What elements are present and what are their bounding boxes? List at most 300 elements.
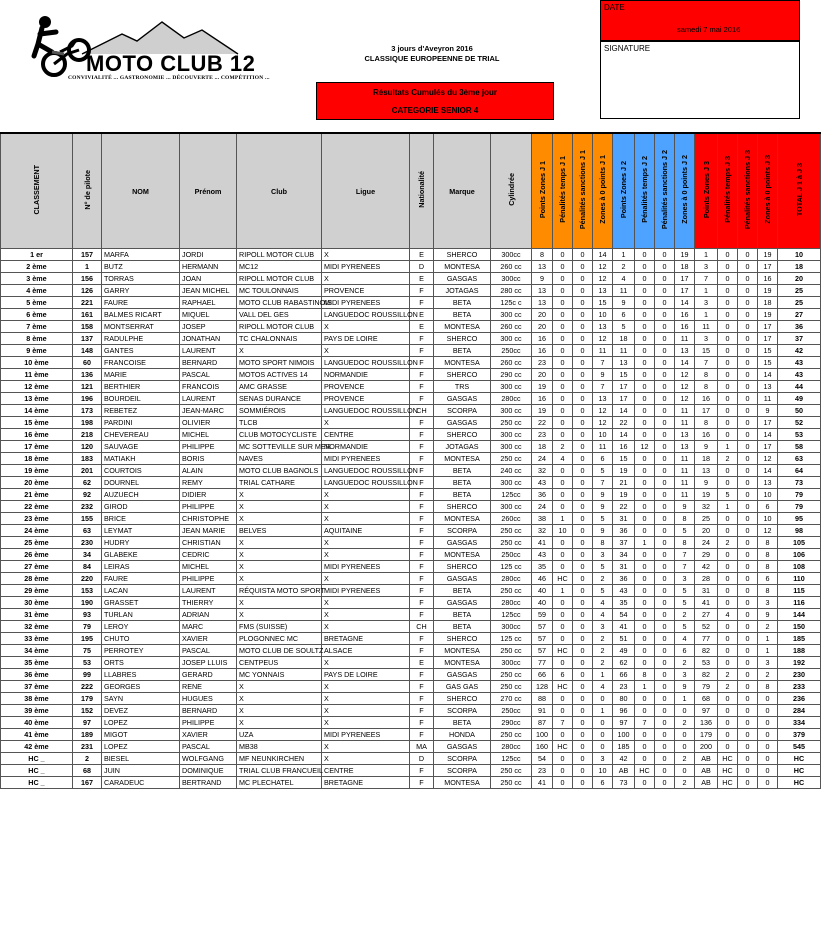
table-cell: 99: [73, 669, 102, 681]
table-cell: 0: [553, 309, 573, 321]
table-cell: 64: [778, 465, 821, 477]
table-cell: 5: [675, 525, 695, 537]
table-cell: 0: [573, 429, 593, 441]
table-cell: PARDINI: [102, 417, 180, 429]
table-cell: X: [237, 345, 322, 357]
table-cell: 0: [738, 501, 758, 513]
table-cell: 0: [593, 693, 613, 705]
table-cell: FRANCOISE: [102, 357, 180, 369]
table-cell: X: [322, 597, 410, 609]
table-cell: 1: [718, 441, 738, 453]
table-cell: 6: [675, 645, 695, 657]
table-cell: 7: [593, 381, 613, 393]
table-cell: 13: [532, 285, 553, 297]
table-cell: 93: [73, 609, 102, 621]
table-cell: 0: [758, 777, 778, 789]
table-row: [1, 549, 821, 561]
table-cell: 3: [675, 669, 695, 681]
table-cell: 6: [758, 573, 778, 585]
table-cell: 57: [532, 621, 553, 633]
table-cell: 161: [73, 309, 102, 321]
table-cell: 40 ème: [1, 717, 73, 729]
table-cell: 3: [695, 261, 718, 273]
table-cell: 0: [738, 609, 758, 621]
table-cell: 0: [573, 741, 593, 753]
table-cell: 0: [553, 501, 573, 513]
table-cell: F: [410, 489, 434, 501]
table-cell: 59: [532, 609, 553, 621]
column-header-label: Nationalité: [417, 171, 426, 208]
table-cell: X: [322, 681, 410, 693]
table-cell: JOAN: [180, 273, 237, 285]
table-cell: 0: [655, 777, 675, 789]
table-cell: 300cc: [491, 657, 532, 669]
table-cell: AB: [695, 765, 718, 777]
table-cell: 16: [675, 321, 695, 333]
table-cell: CH: [410, 405, 434, 417]
table-cell: 0: [635, 525, 655, 537]
table-cell: 1: [718, 501, 738, 513]
table-cell: 50: [778, 405, 821, 417]
table-cell: 28: [695, 573, 718, 585]
table-cell: 136: [695, 717, 718, 729]
table-cell: HONDA: [434, 729, 491, 741]
table-cell: F: [410, 333, 434, 345]
table-cell: 280cc: [491, 741, 532, 753]
table-cell: JUIN: [102, 765, 180, 777]
table-cell: 17: [675, 285, 695, 297]
table-cell: 22: [532, 417, 553, 429]
table-cell: HC _: [1, 777, 73, 789]
table-cell: X: [322, 513, 410, 525]
table-cell: 0: [573, 729, 593, 741]
table-cell: 0: [635, 489, 655, 501]
table-cell: 79: [778, 489, 821, 501]
table-cell: X: [322, 609, 410, 621]
table-cell: 11: [695, 321, 718, 333]
table-cell: 2: [675, 753, 695, 765]
table-cell: 11: [675, 333, 695, 345]
table-cell: 41: [532, 777, 553, 789]
table-cell: F: [410, 441, 434, 453]
table-cell: 185: [778, 633, 821, 645]
table-cell: 0: [718, 405, 738, 417]
table-cell: 0: [573, 357, 593, 369]
table-cell: 60: [73, 357, 102, 369]
table-cell: 19: [613, 465, 635, 477]
table-cell: 0: [718, 561, 738, 573]
column-header: [434, 133, 491, 249]
table-cell: 230: [73, 537, 102, 549]
table-cell: LEIRAS: [102, 561, 180, 573]
table-cell: 13: [695, 465, 718, 477]
table-cell: 9: [695, 477, 718, 489]
table-cell: 0: [635, 549, 655, 561]
table-cell: CENTRE: [322, 429, 410, 441]
table-cell: 84: [73, 561, 102, 573]
table-cell: BELVES: [237, 525, 322, 537]
table-cell: 6: [593, 453, 613, 465]
table-cell: 2: [675, 657, 695, 669]
table-cell: 12: [675, 369, 695, 381]
table-cell: 17: [758, 321, 778, 333]
table-cell: 0: [738, 309, 758, 321]
table-cell: HC: [718, 753, 738, 765]
table-cell: 17: [758, 441, 778, 453]
table-cell: F: [410, 573, 434, 585]
table-cell: 5: [613, 321, 635, 333]
table-cell: 53: [778, 429, 821, 441]
table-cell: X: [322, 753, 410, 765]
table-cell: ALAIN: [180, 465, 237, 477]
table-cell: 196: [73, 393, 102, 405]
table-row: [1, 477, 821, 489]
table-cell: 44: [778, 381, 821, 393]
table-cell: 0: [655, 741, 675, 753]
event-line-2: CLASSIQUE EUROPEENNE DE TRIAL: [364, 54, 500, 63]
table-cell: 2: [613, 261, 635, 273]
table-cell: 144: [778, 609, 821, 621]
table-cell: 0: [635, 285, 655, 297]
table-row: [1, 285, 821, 297]
table-cell: F: [410, 465, 434, 477]
table-cell: HC: [718, 765, 738, 777]
table-cell: 19: [695, 489, 718, 501]
table-cell: 260 cc: [491, 357, 532, 369]
table-cell: 98: [778, 525, 821, 537]
table-cell: 38 ème: [1, 693, 73, 705]
table-cell: 16: [758, 273, 778, 285]
table-cell: F: [410, 669, 434, 681]
table-cell: 300cc: [491, 621, 532, 633]
table-cell: 0: [655, 405, 675, 417]
table-cell: 0: [573, 441, 593, 453]
table-cell: MOTO CLUB DE SOULTZ: [237, 645, 322, 657]
table-cell: 25: [778, 297, 821, 309]
table-cell: 20 ème: [1, 477, 73, 489]
column-header-label: N° de pilote: [82, 169, 92, 210]
table-row: [1, 345, 821, 357]
table-cell: FMS (SUISSE): [237, 621, 322, 633]
table-cell: 73: [778, 477, 821, 489]
table-cell: 57: [532, 645, 553, 657]
table-cell: 6: [593, 777, 613, 789]
table-cell: 0: [738, 693, 758, 705]
table-cell: 0: [553, 285, 573, 297]
table-cell: 0: [718, 717, 738, 729]
table-cell: CHUTO: [102, 633, 180, 645]
table-cell: 14: [593, 249, 613, 261]
table-cell: 0: [635, 609, 655, 621]
table-cell: 0: [738, 621, 758, 633]
table-cell: 0: [635, 693, 655, 705]
table-cell: 97: [613, 717, 635, 729]
table-row: [1, 597, 821, 609]
table-cell: 10: [553, 525, 573, 537]
table-cell: 0: [635, 741, 655, 753]
table-cell: 42: [695, 561, 718, 573]
table-cell: SCORPA: [434, 525, 491, 537]
table-cell: 14 ème: [1, 405, 73, 417]
table-cell: 9: [593, 525, 613, 537]
table-cell: 82: [695, 669, 718, 681]
table-cell: 54: [613, 609, 635, 621]
table-cell: SHERCO: [434, 429, 491, 441]
table-cell: 2: [758, 669, 778, 681]
table-cell: 0: [573, 753, 593, 765]
table-cell: AB: [695, 753, 718, 765]
table-cell: 7 ème: [1, 321, 73, 333]
table-cell: 0: [738, 777, 758, 789]
table-cell: X: [237, 693, 322, 705]
table-cell: GANTES: [102, 345, 180, 357]
column-header: [738, 133, 758, 249]
table-cell: MC12: [237, 261, 322, 273]
table-cell: 23 ème: [1, 513, 73, 525]
table-row: [1, 585, 821, 597]
table-cell: 4 ème: [1, 285, 73, 297]
table-cell: CHRISTIAN: [180, 537, 237, 549]
table-cell: 12: [675, 393, 695, 405]
column-header-label: Zones à 0 points J 1: [598, 155, 607, 224]
table-cell: 2: [73, 753, 102, 765]
table-row: [1, 621, 821, 633]
column-header: [102, 133, 180, 249]
table-cell: GASGAS: [434, 417, 491, 429]
column-header: [613, 133, 635, 249]
table-cell: MB38: [237, 741, 322, 753]
table-cell: 0: [738, 321, 758, 333]
table-cell: 0: [655, 753, 675, 765]
table-cell: PASCAL: [180, 369, 237, 381]
table-cell: 0: [655, 645, 675, 657]
table-cell: 18 ème: [1, 453, 73, 465]
table-cell: 153: [73, 585, 102, 597]
table-cell: 4: [593, 597, 613, 609]
table-cell: 92: [73, 489, 102, 501]
table-cell: 0: [738, 297, 758, 309]
table-cell: 0: [573, 501, 593, 513]
table-cell: 16: [532, 393, 553, 405]
date-value: samedi 7 mai 2016: [677, 25, 741, 34]
table-cell: 221: [73, 297, 102, 309]
table-cell: 63: [778, 453, 821, 465]
table-cell: 39 ème: [1, 705, 73, 717]
table-cell: 250 cc: [491, 585, 532, 597]
table-cell: BETA: [434, 309, 491, 321]
table-cell: LANGUEDOC ROUSSILLON: [322, 477, 410, 489]
table-cell: 5: [675, 585, 695, 597]
column-header: [778, 133, 821, 249]
table-cell: X: [322, 249, 410, 261]
table-cell: 0: [738, 573, 758, 585]
table-cell: HC _: [1, 765, 73, 777]
table-cell: 0: [655, 465, 675, 477]
table-cell: BETA: [434, 585, 491, 597]
table-cell: RADULPHE: [102, 333, 180, 345]
table-cell: LEYMAT: [102, 525, 180, 537]
table-cell: 136: [73, 369, 102, 381]
table-cell: MONTESA: [434, 321, 491, 333]
table-cell: 13: [593, 393, 613, 405]
table-cell: 0: [718, 333, 738, 345]
table-cell: 7: [695, 357, 718, 369]
table-cell: 0: [553, 405, 573, 417]
table-cell: 0: [553, 249, 573, 261]
table-cell: 0: [655, 729, 675, 741]
table-cell: 34: [73, 549, 102, 561]
table-cell: 0: [655, 705, 675, 717]
table-cell: 0: [655, 597, 675, 609]
table-cell: 7: [675, 561, 695, 573]
column-header: [73, 133, 102, 249]
table-cell: 0: [738, 285, 758, 297]
table-cell: 66: [613, 669, 635, 681]
table-cell: F: [410, 549, 434, 561]
table-cell: 250cc: [491, 345, 532, 357]
table-cell: 0: [738, 717, 758, 729]
table-cell: GASGAS: [434, 741, 491, 753]
table-cell: 0: [718, 477, 738, 489]
table-cell: F: [410, 645, 434, 657]
table-cell: 0: [718, 633, 738, 645]
table-cell: 0: [573, 345, 593, 357]
table-cell: SOMMIÉROIS: [237, 405, 322, 417]
table-cell: F: [410, 525, 434, 537]
table-cell: 14: [675, 357, 695, 369]
table-cell: F: [410, 585, 434, 597]
table-cell: 2: [675, 777, 695, 789]
column-header-label: Club: [271, 186, 287, 196]
table-cell: 125cc: [491, 753, 532, 765]
table-cell: GASGAS: [434, 537, 491, 549]
table-row: [1, 441, 821, 453]
table-cell: 79: [695, 681, 718, 693]
table-cell: E: [410, 321, 434, 333]
table-cell: 0: [738, 597, 758, 609]
table-cell: 280 cc: [491, 285, 532, 297]
table-cell: 36: [532, 489, 553, 501]
table-cell: 0: [573, 561, 593, 573]
table-cell: 0: [635, 369, 655, 381]
table-cell: GARRY: [102, 285, 180, 297]
table-row: [1, 765, 821, 777]
table-cell: 0: [738, 741, 758, 753]
table-cell: HC: [553, 681, 573, 693]
table-cell: X: [322, 573, 410, 585]
table-cell: 0: [635, 393, 655, 405]
table-cell: GRASSET: [102, 597, 180, 609]
table-cell: 300cc: [491, 249, 532, 261]
table-cell: DEVEZ: [102, 705, 180, 717]
table-cell: 0: [635, 657, 655, 669]
table-cell: 230: [778, 669, 821, 681]
table-cell: HC: [635, 765, 655, 777]
table-cell: VALL DEL GES: [237, 309, 322, 321]
table-cell: 41: [532, 537, 553, 549]
table-cell: 0: [675, 765, 695, 777]
table-cell: TRS: [434, 381, 491, 393]
table-cell: 49: [613, 645, 635, 657]
table-cell: 0: [573, 297, 593, 309]
table-cell: 37: [778, 333, 821, 345]
table-cell: 68: [695, 693, 718, 705]
table-cell: PASCAL: [180, 645, 237, 657]
table-cell: 8: [635, 669, 655, 681]
table-cell: HC: [718, 777, 738, 789]
table-cell: 10: [778, 249, 821, 261]
table-cell: 8 ème: [1, 333, 73, 345]
table-cell: 0: [573, 609, 593, 621]
table-cell: 11: [675, 405, 695, 417]
table-cell: FAURE: [102, 297, 180, 309]
table-cell: 7: [675, 549, 695, 561]
table-cell: GASGAS: [434, 573, 491, 585]
table-cell: 250 cc: [491, 537, 532, 549]
table-cell: 13: [593, 285, 613, 297]
table-cell: 3 ème: [1, 273, 73, 285]
table-row: [1, 537, 821, 549]
table-cell: 19: [758, 309, 778, 321]
table-cell: GERARD: [180, 669, 237, 681]
table-cell: 232: [73, 501, 102, 513]
table-cell: 11: [675, 489, 695, 501]
table-cell: 63: [73, 525, 102, 537]
table-cell: 300 cc: [491, 501, 532, 513]
column-header: [758, 133, 778, 249]
table-cell: LAURENT: [180, 585, 237, 597]
table-cell: F: [410, 381, 434, 393]
table-cell: 8: [532, 249, 553, 261]
table-cell: RÉQUISTA MOTO SPORT: [237, 585, 322, 597]
table-cell: GAS GAS: [434, 681, 491, 693]
table-cell: 0: [573, 285, 593, 297]
table-cell: 2: [718, 681, 738, 693]
table-cell: 0: [573, 645, 593, 657]
table-cell: 0: [738, 753, 758, 765]
table-cell: 5: [593, 561, 613, 573]
table-cell: MARC: [180, 621, 237, 633]
table-cell: 2: [553, 441, 573, 453]
table-cell: 13: [675, 441, 695, 453]
table-cell: 18: [532, 441, 553, 453]
table-cell: 0: [553, 321, 573, 333]
table-cell: 3: [593, 549, 613, 561]
table-cell: 91: [532, 705, 553, 717]
table-cell: MF NEUNKIRCHEN: [237, 753, 322, 765]
table-cell: 75: [73, 645, 102, 657]
table-cell: JOTAGAS: [434, 285, 491, 297]
table-cell: F: [410, 561, 434, 573]
table-cell: 0: [553, 537, 573, 549]
table-cell: 25: [695, 513, 718, 525]
table-cell: 0: [553, 705, 573, 717]
column-header: [491, 133, 532, 249]
table-cell: 125 cc: [491, 561, 532, 573]
table-cell: 160: [532, 741, 553, 753]
table-cell: 116: [778, 597, 821, 609]
table-cell: 0: [553, 417, 573, 429]
table-cell: 13 ème: [1, 393, 73, 405]
table-row: [1, 501, 821, 513]
table-cell: 3: [593, 621, 613, 633]
table-row: [1, 693, 821, 705]
table-cell: 0: [635, 729, 655, 741]
table-cell: 0: [738, 549, 758, 561]
table-cell: MIDI PYRENEES: [322, 729, 410, 741]
table-cell: 0: [655, 717, 675, 729]
table-row: [1, 321, 821, 333]
